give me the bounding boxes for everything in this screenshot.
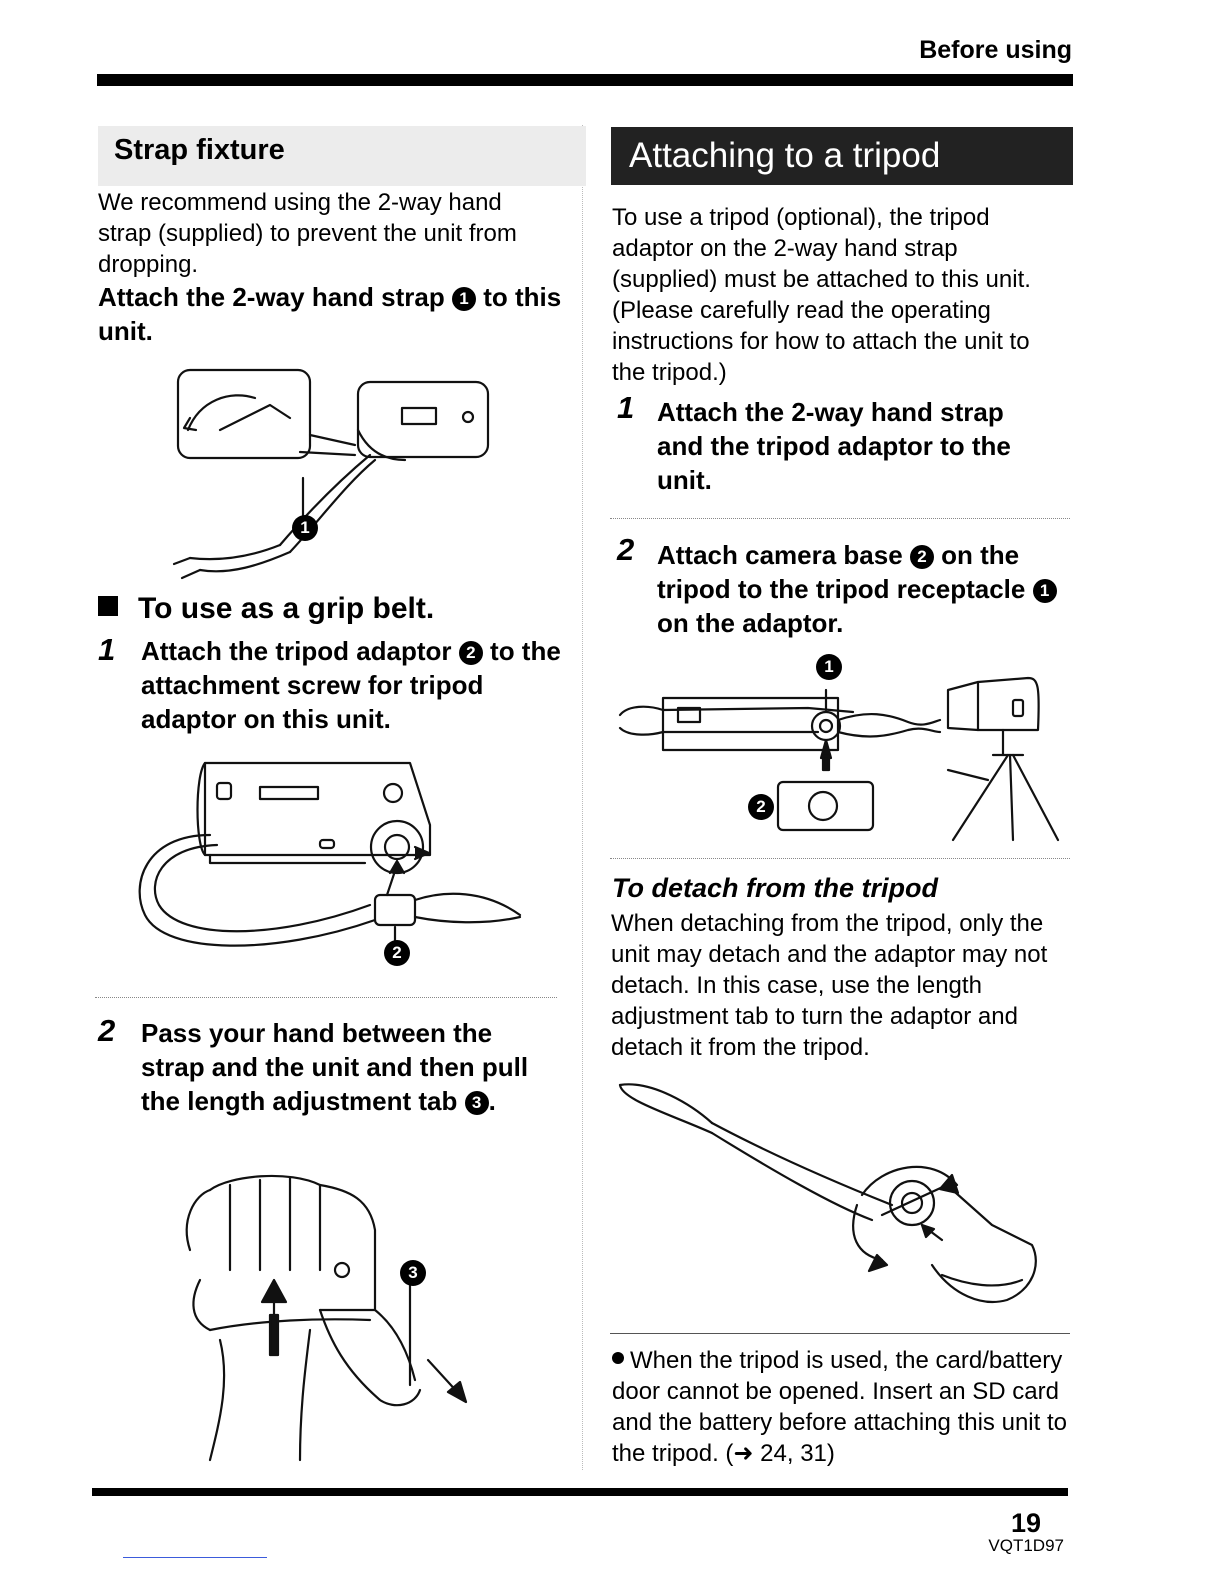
attach-strap-text-a: Attach the 2-way hand strap (98, 282, 445, 312)
adaptor-attach-illustration (125, 755, 535, 970)
top-rule (97, 74, 1073, 86)
left-step2-instruction (141, 1016, 561, 1118)
marker-2: 2 (459, 641, 483, 665)
note-separator (610, 1333, 1070, 1334)
marker-1: 1 (452, 287, 476, 311)
strap-intro: We recommend using the 2-way hand strap (supplied) to prevent the unit from dropping. (98, 189, 517, 278)
right-step2-text-c: on the adaptor. (657, 608, 844, 638)
square-bullet-icon (98, 596, 118, 616)
tripod-note-text: When the tripod is used, the card/battery door cannot be opened. Insert an SD card and the battery before attaching this unit to the tripod. (➜ 24, 31) (612, 1347, 1067, 1467)
detach-text: When detaching from the tripod, only the unit may detach and the adaptor may not detach. In this case, use the length adjustment tab to turn the adaptor and detach it from the tripod. (611, 910, 1048, 1061)
right-step2-number: 2 (617, 532, 635, 567)
figure2-callout-2: 2 (384, 940, 410, 966)
left-step1-text-b: to the attachment screw for tripod adaptor on this unit. (141, 636, 561, 734)
right-separator-2 (610, 858, 1070, 859)
marker-2-base: 2 (910, 545, 934, 569)
tripod-heading: Attaching to a tripod (611, 127, 1073, 185)
strap-fixture-heading: Strap fixture (98, 126, 586, 186)
tripod-intro: To use a tripod (optional), the tripod adaptor on the 2-way hand strap (supplied) must be attached to this unit. (Please carefully read the operating instructions for how to attach the unit to the tripod.) (612, 204, 1031, 386)
left-step1-text-a: Attach the tripod adaptor (141, 636, 452, 666)
figure1-callout-1: 1 (292, 515, 318, 541)
attach-strap-text-b: to this unit. (98, 282, 562, 346)
left-step2-text-b: . (488, 1086, 496, 1116)
bullet-icon (612, 1352, 624, 1364)
figure4-callout-2: 2 (748, 794, 774, 820)
tripod-attach-illustration (618, 670, 1068, 850)
page-number: 19 (1010, 1508, 1041, 1538)
footer-underline (123, 1557, 267, 1558)
right-step1-instruction: Attach the 2-way hand strap and the tripod adaptor to the unit. (657, 397, 1011, 495)
left-step2-number: 2 (98, 1013, 116, 1048)
strap-attach-illustration (160, 360, 520, 590)
column-divider (582, 125, 583, 1470)
right-separator-1 (610, 518, 1070, 519)
figure4-callout-1: 1 (816, 654, 842, 680)
right-step1-number: 1 (617, 390, 635, 425)
attach-strap-instruction (98, 280, 568, 348)
left-step1-instruction (141, 634, 561, 736)
tripod-note (612, 1345, 1070, 1469)
grip-belt-title (98, 592, 568, 626)
left-step2-text-a: Pass your hand between the strap and the unit and then pull the length adjustment tab (141, 1018, 529, 1116)
detach-adaptor-illustration (612, 1075, 1052, 1315)
hand-strap-illustration (170, 1170, 490, 1460)
bottom-rule (92, 1488, 1068, 1496)
left-step1-number: 1 (98, 632, 116, 667)
left-separator (95, 997, 557, 998)
marker-1-receptacle: 1 (1033, 579, 1057, 603)
right-step2-instruction (657, 538, 1067, 640)
right-step2-text-a: Attach camera base (657, 540, 903, 570)
model-code: VQT1D97 (988, 1536, 1064, 1555)
marker-3: 3 (465, 1091, 489, 1115)
section-title: Before using (919, 36, 1072, 64)
grip-belt-title-text: To use as a grip belt. (138, 592, 435, 625)
detach-title: To detach from the tripod (612, 873, 938, 903)
figure3-callout-3: 3 (400, 1260, 426, 1286)
right-step2-text-b: on the tripod to the tripod receptacle (657, 540, 1026, 604)
